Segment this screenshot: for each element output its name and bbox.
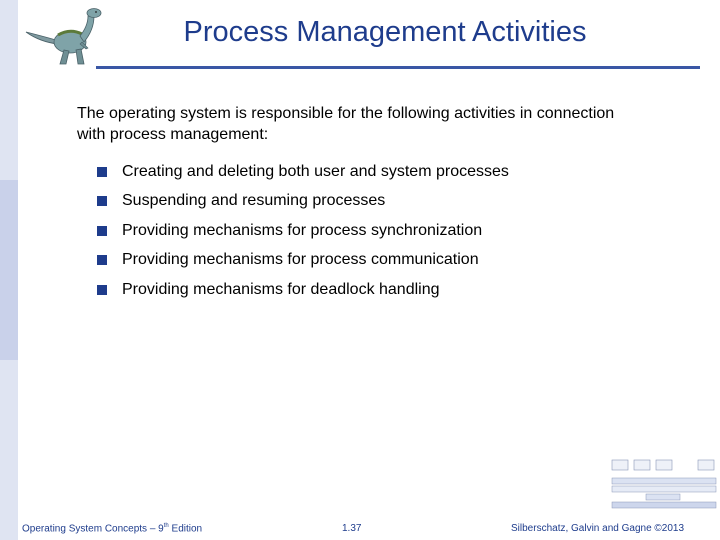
footer-book-suffix: Edition <box>168 523 203 535</box>
system-diagram-thumbnail-icon <box>610 458 718 510</box>
bullet-text: Providing mechanisms for deadlock handling <box>122 280 440 298</box>
footer-copyright: Silberschatz, Galvin and Gagne ©2013 <box>511 523 685 534</box>
list-item <box>97 275 509 305</box>
bullet-text: Providing mechanisms for process communication <box>122 251 479 269</box>
square-bullet-icon <box>97 167 107 177</box>
list-item <box>97 216 509 246</box>
bullet-text: Suspending and resuming processes <box>122 192 386 210</box>
bullet-text: Providing mechanisms for process synchronization <box>122 221 483 239</box>
footer-book-title <box>22 523 202 534</box>
square-bullet-icon <box>97 226 107 236</box>
title-underline <box>96 66 700 69</box>
bullet-text: Creating and deleting both user and system processes <box>122 162 509 180</box>
list-item <box>97 246 509 276</box>
square-bullet-icon <box>97 196 107 206</box>
list-item <box>97 157 509 187</box>
dinosaur-logo-icon <box>22 2 114 68</box>
footer-page-number: 1.37 <box>342 523 362 534</box>
intro-paragraph: The operating system is responsible for the following activities in connection with process management: <box>77 105 615 143</box>
left-sidebar-bar <box>0 0 18 540</box>
footer-book-superscript: th <box>163 523 169 529</box>
slide-title: Process Management Activities <box>183 16 587 48</box>
bullet-list <box>97 157 509 305</box>
square-bullet-icon <box>97 255 107 265</box>
footer-book-prefix: Operating System Concepts – 9 <box>22 523 164 535</box>
list-item <box>97 187 509 217</box>
square-bullet-icon <box>97 285 107 295</box>
sidebar-band <box>0 180 18 360</box>
